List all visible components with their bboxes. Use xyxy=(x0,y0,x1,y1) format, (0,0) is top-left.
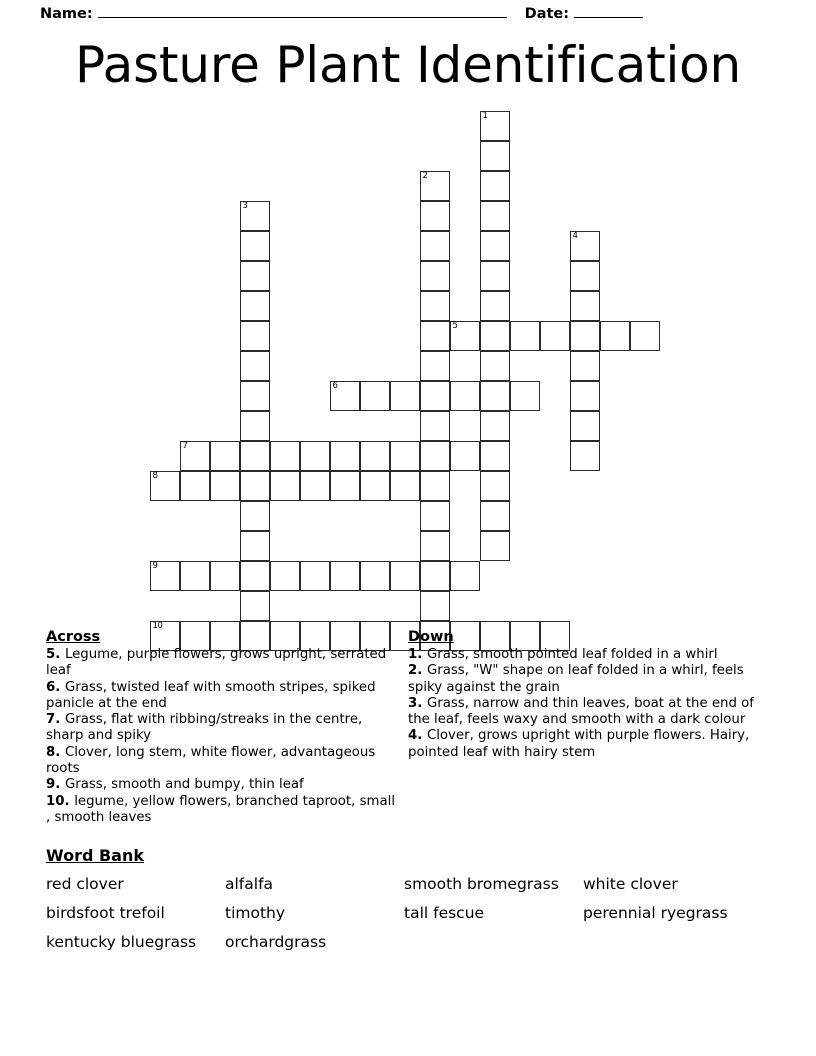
crossword-cell[interactable] xyxy=(360,441,390,471)
clue-number-label: 1. xyxy=(408,647,427,662)
crossword-cell[interactable] xyxy=(420,591,450,621)
clue-number-label: 3. xyxy=(408,695,427,711)
clue-down-1 xyxy=(408,647,758,663)
crossword-cell[interactable] xyxy=(240,471,270,501)
crossword-cell[interactable] xyxy=(510,381,540,411)
clue-number: 1 xyxy=(482,111,488,121)
clue-across-3 xyxy=(46,712,396,745)
crossword-cell[interactable] xyxy=(420,231,450,261)
crossword-cell[interactable] xyxy=(480,171,510,201)
crossword-cell[interactable] xyxy=(360,471,390,501)
clue-number-label: 9. xyxy=(46,777,65,793)
clue-number: 10 xyxy=(152,621,163,631)
crossword-cell[interactable] xyxy=(420,291,450,321)
clue-number: 3 xyxy=(242,201,248,211)
crossword-cell[interactable] xyxy=(180,561,210,591)
crossword-cell[interactable] xyxy=(450,561,480,591)
crossword-cell[interactable] xyxy=(480,201,510,231)
crossword-cell[interactable] xyxy=(450,441,480,471)
clue-number: 2 xyxy=(422,171,428,181)
crossword-cell[interactable] xyxy=(420,411,450,441)
clue-down-4 xyxy=(408,728,758,761)
crossword-cell[interactable] xyxy=(570,291,600,321)
crossword-cell[interactable] xyxy=(480,441,510,471)
crossword-cell[interactable] xyxy=(420,501,450,531)
word-bank-item: timothy xyxy=(225,904,286,922)
crossword-cell[interactable] xyxy=(330,381,360,411)
clue-text: Clover, grows upright with purple flowers. Hairy, pointed leaf with hairy stem xyxy=(408,728,750,760)
clue-number-label: 2. xyxy=(408,663,427,679)
clue-text: Clover, long stem, white flower, advantageous roots xyxy=(46,744,376,777)
down-clue-list xyxy=(408,647,758,761)
date-label: Date: xyxy=(524,6,570,22)
crossword-cell[interactable] xyxy=(390,381,420,411)
crossword-cell[interactable] xyxy=(480,321,510,351)
clue-number-label: 5. xyxy=(46,647,65,662)
crossword-cell[interactable] xyxy=(420,561,450,591)
clues-section xyxy=(0,628,816,838)
clue-text: Grass, smooth pointed leaf folded in a whirl xyxy=(426,647,718,662)
crossword-cell[interactable] xyxy=(600,321,630,351)
word-bank-item: orchardgrass xyxy=(225,933,327,951)
crossword-cell[interactable] xyxy=(570,321,600,351)
crossword-cell[interactable] xyxy=(270,441,300,471)
crossword-cell[interactable] xyxy=(420,351,450,381)
crossword-cell[interactable] xyxy=(150,471,180,501)
crossword-cell[interactable] xyxy=(240,501,270,531)
word-bank-item: white clover xyxy=(583,875,678,893)
clue-number-label: 6. xyxy=(46,679,65,695)
crossword-cell[interactable] xyxy=(510,321,540,351)
crossword-cell[interactable] xyxy=(270,471,300,501)
clue-text: Grass, smooth and bumpy, thin leaf xyxy=(64,777,304,793)
page-title: Pasture Plant Identification xyxy=(74,36,742,94)
clue-number: 5 xyxy=(452,321,458,331)
word-bank-item: smooth bromegrass xyxy=(404,875,559,893)
crossword-cell[interactable] xyxy=(480,291,510,321)
crossword-cell[interactable] xyxy=(450,321,480,351)
crossword-cell[interactable] xyxy=(240,531,270,561)
crossword-cell[interactable] xyxy=(480,141,510,171)
word-bank-item: kentucky bluegrass xyxy=(46,933,197,951)
clue-down-3 xyxy=(408,696,758,729)
crossword-cell[interactable] xyxy=(360,561,390,591)
crossword-cell[interactable] xyxy=(270,561,300,591)
crossword-cell[interactable] xyxy=(480,501,510,531)
clue-across-1 xyxy=(46,647,396,680)
crossword-cell[interactable] xyxy=(240,381,270,411)
down-heading: Down xyxy=(408,629,454,645)
clue-number-label: 10. xyxy=(46,793,75,809)
crossword-cell[interactable] xyxy=(630,321,660,351)
crossword-cell[interactable] xyxy=(420,441,450,471)
crossword-cell[interactable] xyxy=(420,381,450,411)
crossword-cell[interactable] xyxy=(450,381,480,411)
clue-across-4 xyxy=(46,745,396,778)
crossword-cell[interactable] xyxy=(420,171,450,201)
crossword-cell[interactable] xyxy=(240,561,270,591)
crossword-cell[interactable] xyxy=(240,441,270,471)
word-bank-item: alfalfa xyxy=(225,875,274,893)
crossword-cell[interactable] xyxy=(390,561,420,591)
clue-down-2 xyxy=(408,663,758,696)
crossword-cell[interactable] xyxy=(480,381,510,411)
clue-across-5 xyxy=(46,777,396,793)
crossword-cell[interactable] xyxy=(570,261,600,291)
crossword-cell[interactable] xyxy=(360,381,390,411)
word-bank-item: perennial ryegrass xyxy=(583,904,728,922)
crossword-cell[interactable] xyxy=(480,531,510,561)
word-bank-heading: Word Bank xyxy=(46,846,145,865)
clue-text: Legume, purple flowers, grows upright, serrated leaf xyxy=(46,647,387,679)
crossword-cell[interactable] xyxy=(570,411,600,441)
down-clues-column xyxy=(408,628,758,761)
crossword-cell[interactable] xyxy=(540,321,570,351)
crossword-cell[interactable] xyxy=(420,321,450,351)
clue-text: Grass, narrow and thin leaves, boat at the end of the leaf, feels waxy and smooth with a dark colour xyxy=(408,695,754,728)
clue-number: 8 xyxy=(152,471,158,481)
crossword-cell[interactable] xyxy=(330,441,360,471)
clue-text: Grass, twisted leaf with smooth stripes, spiked panicle at the end xyxy=(46,679,376,711)
crossword-cell[interactable] xyxy=(390,471,420,501)
clue-text: Grass, "W" shape on leaf folded in a whirl, feels spiky against the grain xyxy=(408,663,744,695)
word-bank-item: red clover xyxy=(46,875,124,893)
word-bank-grid xyxy=(46,873,786,953)
clue-text: legume, yellow flowers, branched taproot, small , smooth leaves xyxy=(46,793,396,825)
crossword-cell[interactable] xyxy=(480,411,510,441)
clue-number-label: 7. xyxy=(46,712,65,728)
crossword-cell[interactable] xyxy=(240,351,270,381)
clue-text: Grass, flat with ribbing/streaks in the centre, sharp and spiky xyxy=(46,712,363,744)
crossword-cell[interactable] xyxy=(480,471,510,501)
crossword-cell[interactable] xyxy=(180,441,210,471)
clue-number-label: 4. xyxy=(408,728,427,744)
crossword-cell[interactable] xyxy=(330,471,360,501)
crossword-cell[interactable] xyxy=(420,531,450,561)
across-clues-column xyxy=(46,628,396,826)
crossword-cell[interactable] xyxy=(210,441,240,471)
crossword-cell[interactable] xyxy=(480,351,510,381)
across-clue-list xyxy=(46,647,396,826)
crossword-cell[interactable] xyxy=(210,471,240,501)
crossword-cell[interactable] xyxy=(570,381,600,411)
clue-across-6 xyxy=(46,794,396,827)
clue-number: 7 xyxy=(182,441,188,451)
clue-number: 4 xyxy=(572,231,578,241)
crossword-cell[interactable] xyxy=(240,261,270,291)
crossword-cell[interactable] xyxy=(240,411,270,441)
crossword-cell[interactable] xyxy=(240,591,270,621)
clue-number: 9 xyxy=(152,561,158,571)
word-bank-item: tall fescue xyxy=(404,904,485,922)
crossword-cell[interactable] xyxy=(300,561,330,591)
word-bank-section xyxy=(46,845,786,953)
crossword-cell[interactable] xyxy=(240,321,270,351)
crossword-cell[interactable] xyxy=(390,441,420,471)
crossword-cell[interactable] xyxy=(570,351,600,381)
crossword-cell[interactable] xyxy=(480,111,510,141)
crossword-cell[interactable] xyxy=(420,261,450,291)
crossword-cell[interactable] xyxy=(240,201,270,231)
crossword-cell[interactable] xyxy=(150,561,180,591)
crossword-cell[interactable] xyxy=(300,441,330,471)
word-bank-item: birdsfoot trefoil xyxy=(46,904,165,922)
crossword-cell[interactable] xyxy=(180,471,210,501)
clue-number: 6 xyxy=(332,381,338,391)
crossword-cell[interactable] xyxy=(480,261,510,291)
crossword-cell[interactable] xyxy=(420,471,450,501)
crossword-cell[interactable] xyxy=(570,231,600,261)
crossword-cell[interactable] xyxy=(240,291,270,321)
name-label: Name: xyxy=(40,6,93,22)
crossword-cell[interactable] xyxy=(300,471,330,501)
crossword-cell[interactable] xyxy=(570,441,600,471)
crossword-cell[interactable] xyxy=(330,561,360,591)
crossword-cell[interactable] xyxy=(480,231,510,261)
clue-number-label: 8. xyxy=(46,744,65,760)
crossword-cell[interactable] xyxy=(420,201,450,231)
crossword-cell[interactable] xyxy=(240,231,270,261)
across-heading: Across xyxy=(46,629,101,645)
crossword-cell[interactable] xyxy=(210,561,240,591)
clue-across-2 xyxy=(46,680,396,713)
